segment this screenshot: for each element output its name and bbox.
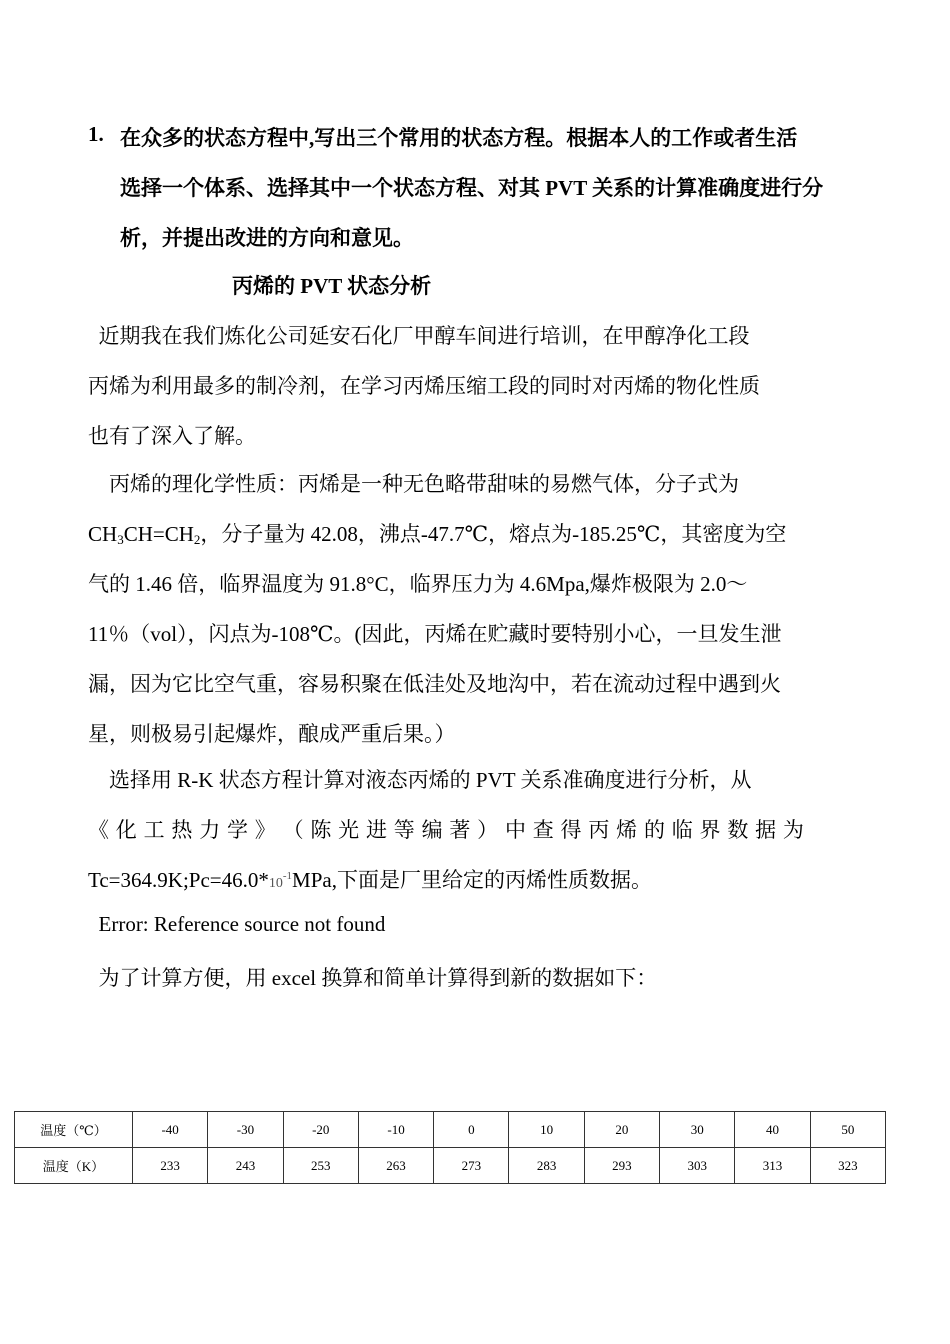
spaced-char: 学 [226, 818, 248, 842]
table-cell: 253 [283, 1148, 358, 1184]
intro-line-3: 也有了深入了解。 [88, 424, 256, 448]
table-cell: 283 [509, 1148, 584, 1184]
table-cell: 303 [660, 1148, 735, 1184]
properties-line-2-rest: ，分子量为 42.08，沸点-47.7℃，熔点为-185.25℃，其密度为空 [200, 522, 787, 546]
spaced-char: 陈 [310, 818, 332, 842]
critical-data-text: Tc=364.9K;Pc=46.0* [88, 868, 269, 892]
properties-line-6: 星，则极易引起爆炸，酿成严重后果。） [88, 722, 456, 746]
table-cell: -10 [358, 1112, 433, 1148]
power-exponent: -1 [282, 870, 293, 882]
properties-line-2 [88, 518, 786, 548]
spaced-char: 工 [143, 818, 165, 842]
table-cell: 243 [208, 1148, 283, 1184]
table-row [15, 1148, 886, 1184]
question-line-1: 在众多的状态方程中,写出三个常用的状态方程。根据本人的工作或者生活 [120, 126, 798, 150]
intro-line-1: 近期我在我们炼化公司延安石化厂甲醇车间进行培训，在甲醇净化工段 [88, 324, 750, 348]
rk-line-2-spaced [88, 814, 804, 844]
spaced-char: 等 [393, 818, 415, 842]
formula-subscript-1: 3 [117, 532, 124, 547]
critical-data-unit: MPa,下面是厂里给定的丙烯性质数据。 [292, 868, 652, 892]
properties-line-1: 丙烯的理化学性质：丙烯是一种无色略带甜味的易燃气体，分子式为 [88, 472, 739, 496]
spaced-char: 热 [171, 818, 193, 842]
formula-part-b: CH=CH [123, 522, 194, 546]
spaced-char: 得 [560, 818, 582, 842]
spaced-char: 中 [504, 818, 526, 842]
rk-line-1: 选择用 R-K 状态方程计算对液态丙烯的 PVT 关系准确度进行分析，从 [88, 768, 752, 792]
spaced-char: 编 [421, 818, 443, 842]
table-cell: -20 [283, 1112, 358, 1148]
spaced-char: 临 [671, 818, 693, 842]
table-cell: 10 [509, 1112, 584, 1148]
table-cell: -40 [133, 1112, 208, 1148]
spaced-char: 《 [88, 818, 109, 842]
spaced-char: 数 [727, 818, 749, 842]
spaced-char: 为 [782, 818, 804, 842]
spaced-char: （ [282, 818, 304, 842]
spaced-char: 化 [115, 818, 137, 842]
row-header: 温度（℃） [15, 1112, 133, 1148]
rk-line-3 [88, 864, 652, 894]
spaced-char: ） [477, 818, 499, 842]
section-title: 丙烯的 PVT 状态分析 [232, 274, 432, 298]
table-cell: 0 [434, 1112, 509, 1148]
table-cell: 313 [735, 1148, 810, 1184]
formula-part-a: CH [88, 522, 118, 546]
table-cell: 323 [810, 1148, 885, 1184]
table-cell: 40 [735, 1112, 810, 1148]
table-cell: 50 [810, 1112, 885, 1148]
spaced-char: 查 [532, 818, 554, 842]
question-line-2: 选择一个体系、选择其中一个状态方程、对其 PVT 关系的计算准确度进行分 [120, 176, 824, 200]
spaced-char: 据 [755, 818, 777, 842]
table-cell: 273 [434, 1148, 509, 1184]
question-line-3: 析，并提出改进的方向和意见。 [120, 226, 414, 250]
table-cell: -30 [208, 1112, 283, 1148]
properties-line-4: 11％（vol），闪点为-108℃。(因此，丙烯在贮藏时要特别小心，一旦发生泄 [88, 622, 782, 646]
row-header: 温度（K） [15, 1148, 133, 1184]
spaced-char: 进 [365, 818, 387, 842]
intro-line-2: 丙烯为利用最多的制冷剂，在学习丙烯压缩工段的同时对丙烯的物化性质 [88, 374, 760, 398]
table-cell: 263 [358, 1148, 433, 1184]
temperature-table [14, 1111, 886, 1184]
spaced-char: 著 [449, 818, 471, 842]
spaced-char: 丙 [588, 818, 610, 842]
spaced-char: 的 [643, 818, 665, 842]
properties-line-3: 气的 1.46 倍，临界温度为 91.8°C，临界压力为 4.6Mpa,爆炸极限为 2.0～ [88, 572, 748, 596]
spaced-char: 烯 [616, 818, 638, 842]
power-base: 10 [268, 876, 283, 891]
spaced-char: 界 [699, 818, 721, 842]
properties-line-5: 漏，因为它比空气重，容易积聚在低洼处及地沟中，若在流动过程中遇到火 [88, 672, 781, 696]
table-cell: 20 [584, 1112, 659, 1148]
table-cell: 293 [584, 1148, 659, 1184]
reference-error: Error: Reference source not found [88, 912, 386, 936]
formula-subscript-2: 2 [193, 532, 201, 547]
spaced-char: 》 [254, 818, 276, 842]
table-cell: 30 [660, 1112, 735, 1148]
spaced-char: 力 [199, 818, 221, 842]
spaced-char: 光 [338, 818, 360, 842]
convert-line: 为了计算方便，用 excel 换算和简单计算得到新的数据如下： [88, 966, 658, 990]
table-row [15, 1112, 886, 1148]
question-number: 1. [88, 122, 104, 146]
table-cell: 233 [133, 1148, 208, 1184]
